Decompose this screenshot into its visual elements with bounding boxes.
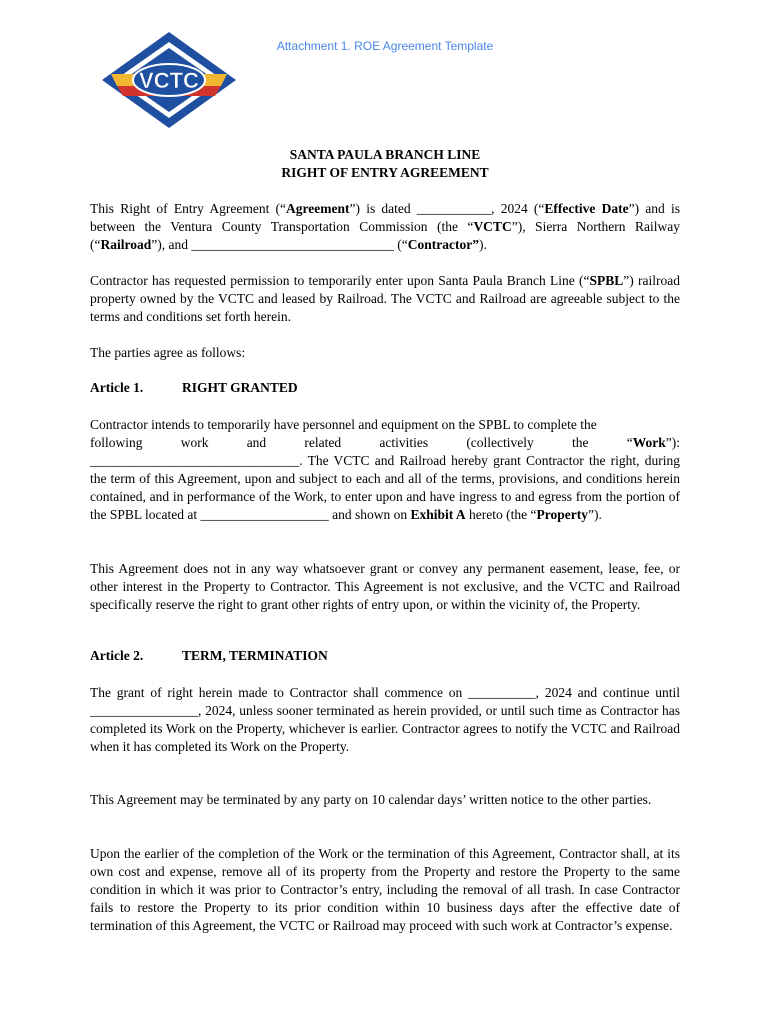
commence-date-blank[interactable]: __________ [468, 685, 536, 700]
agree-paragraph: The parties agree as follows: [90, 345, 246, 360]
article-1-paragraph-2: This Agreement does not in any way whatsoever grant or convey any permanent easement, lease, fee, or other interest in the Property to Contractor. This Agreement is not exclusive, and the VCTC and Railroad specifically reserve the right to grant other rights of entry upon, or within the vicinity of, the Property. [90, 561, 680, 612]
article-2-heading [90, 648, 328, 664]
article-1-title: RIGHT GRANTED [182, 380, 298, 395]
article-2-title: TERM, TERMINATION [182, 648, 328, 663]
document-title [0, 146, 770, 182]
article-2-paragraph-3: Upon the earlier of the completion of the Work or the termination of this Agreement, Contractor shall, at its own cost and expense, remove all of its property from the Property and restore the Property to the same condition in which it was prior to Contractor’s entry, including the removal of all trash. In case Contractor fails to restore the Property to its prior condition within 10 business days after the effective date of termination of this Agreement, the VCTC or Railroad may proceed with such work at Contractor’s expense. [90, 846, 680, 933]
attachment-header: Attachment 1. ROE Agreement Template [276, 39, 494, 53]
work-description-blank[interactable]: _______________________________ [90, 453, 300, 468]
article-2-paragraph-2: This Agreement may be terminated by any party on 10 calendar days’ written notice to the other parties. [90, 792, 652, 807]
article-1-paragraph-1: Contractor intends to temporarily have personnel and equipment on the SPBL to complete the following work and related activities (collectively the “Work”): _______________________________. The VCTC and Railroad hereby grant Contractor the right, during the term of this Agreement, upon and subject to each and all of the terms, provisions, and conditions herein contained, and in performance of the Work, to enter upon and have ingress to and egress from the portion of the SPBL located at ___________________ and shown on Exhibit A hereto (the “Property”). [90, 417, 680, 522]
location-blank[interactable]: ___________________ [200, 507, 329, 522]
article-2-paragraph-1: The grant of right herein made to Contractor shall commence on __________, 2024 and continue until ________________, 2024, unless sooner terminated as herein provided, or until such time as Contractor has completed its Work on the Property, whichever is earlier. Contractor agrees to notify the VCTC and Railroad when it has completed its Work on the Property. [90, 685, 681, 754]
article-1-number: Article 1. [90, 380, 144, 395]
logo-text: VCTC [139, 68, 199, 93]
vctc-logo [97, 30, 241, 130]
end-date-blank[interactable]: ________________ [90, 703, 198, 718]
request-paragraph: Contractor has requested permission to temporarily enter upon Santa Paula Branch Line (“SPBL”) railroad property owned by the VCTC and leased by Railroad. The VCTC and Railroad are agreeable subject to the terms and conditions set forth herein. [90, 273, 680, 324]
article-1-spread-line: following work and related activities (collectively the “Work”): [90, 435, 680, 450]
intro-paragraph: This Right of Entry Agreement (“Agreement”) is dated ___________, 2024 (“Effective Date”) and is between the Ventura County Transportation Commission (the “VCTC”), Sierra Northern Railway (“Railroad”), and ______________________________ (“Contractor”). [90, 201, 681, 252]
article-2-number: Article 2. [90, 648, 144, 663]
title-line-2: RIGHT OF ENTRY AGREEMENT [281, 165, 489, 180]
article-1-heading [90, 380, 298, 396]
date-blank[interactable]: ___________ [416, 201, 492, 216]
title-line-1: SANTA PAULA BRANCH LINE [289, 147, 481, 162]
contractor-blank[interactable]: ______________________________ [191, 237, 394, 252]
